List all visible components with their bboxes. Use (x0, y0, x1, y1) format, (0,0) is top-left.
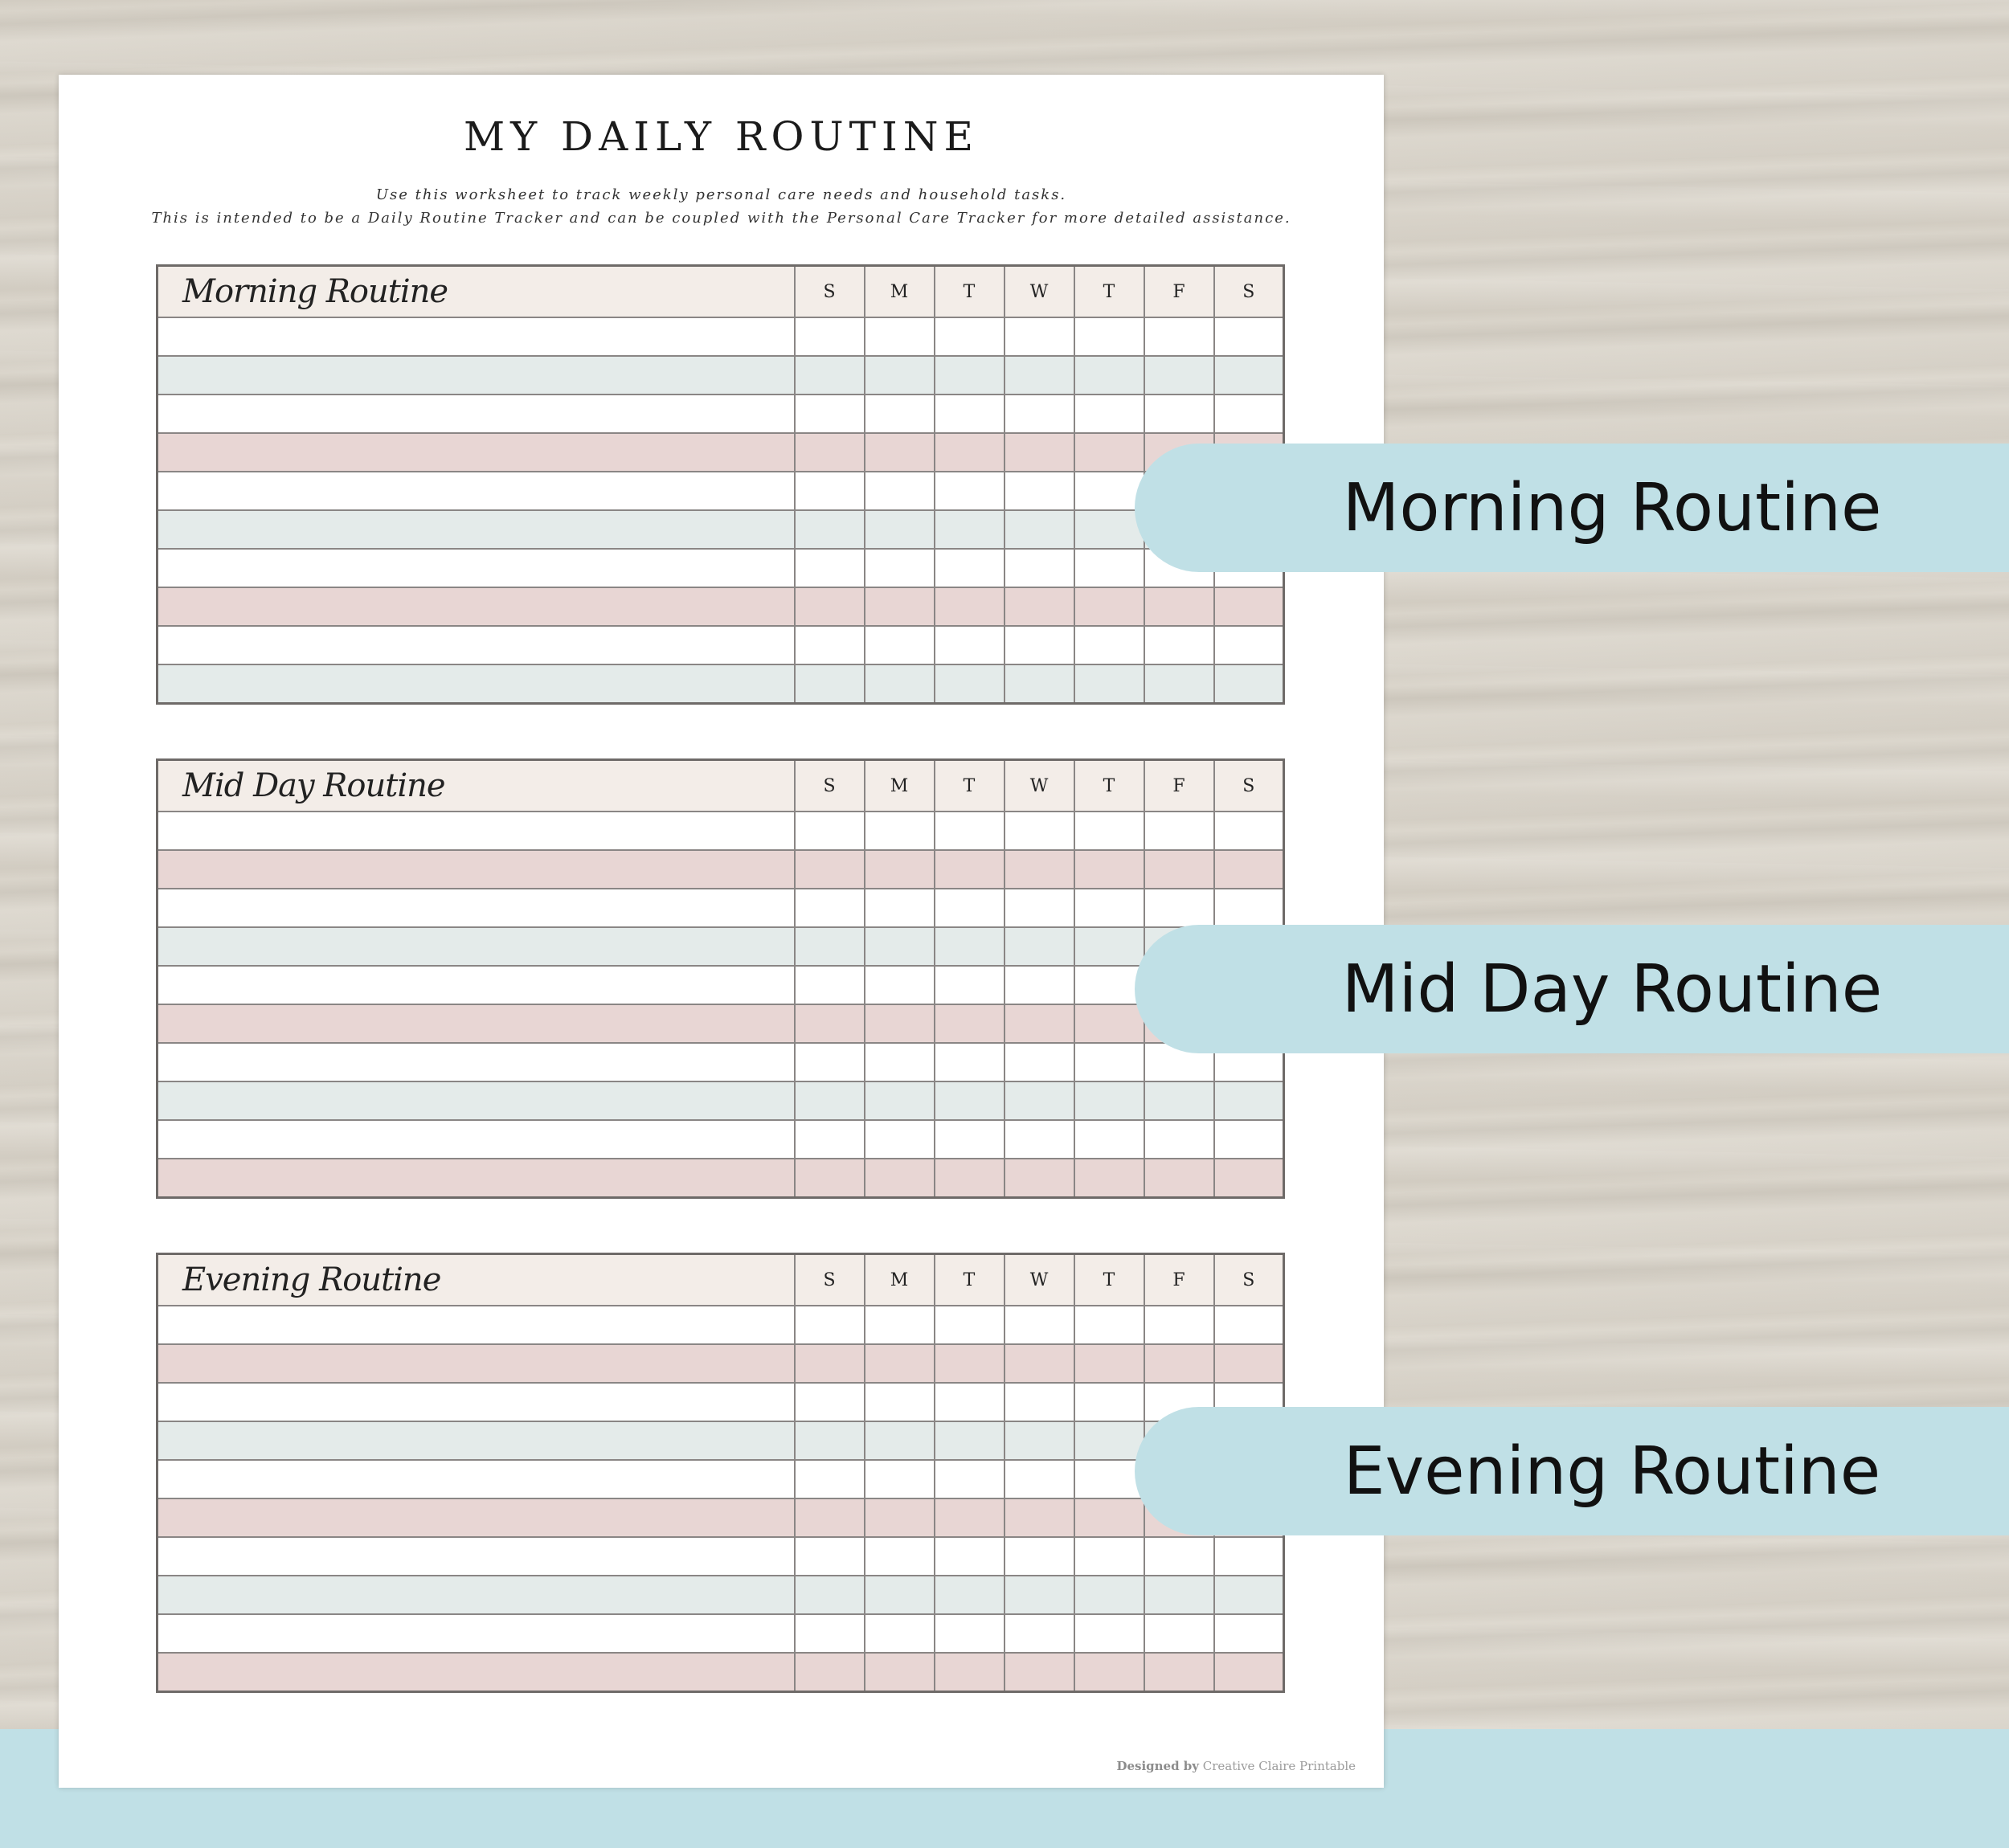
day-checkbox-cell[interactable] (935, 356, 1004, 395)
day-checkbox-cell[interactable] (1214, 1576, 1284, 1614)
table-row (158, 927, 1284, 966)
day-checkbox-cell[interactable] (865, 317, 935, 356)
day-checkbox-cell[interactable] (935, 1460, 1004, 1498)
day-checkbox-cell[interactable] (795, 1043, 865, 1081)
day-checkbox-cell[interactable] (1074, 1498, 1144, 1537)
task-cell[interactable] (158, 966, 795, 1004)
day-checkbox-cell[interactable] (1074, 1383, 1144, 1421)
task-cell[interactable] (158, 664, 795, 704)
day-checkbox-cell[interactable] (1074, 1576, 1144, 1614)
morning-routine-table (156, 264, 1285, 705)
day-checkbox-cell[interactable] (1074, 1614, 1144, 1653)
day-checkbox-cell[interactable] (1074, 1344, 1144, 1383)
task-cell[interactable] (158, 587, 795, 626)
task-cell[interactable] (158, 1383, 795, 1421)
day-checkbox-cell[interactable] (1004, 850, 1074, 889)
day-checkbox-cell[interactable] (1074, 966, 1144, 1004)
day-checkbox-cell[interactable] (935, 812, 1004, 850)
task-cell[interactable] (158, 433, 795, 472)
day-header: M (865, 760, 935, 812)
tab-evening-label: Evening Routine (1343, 1433, 1881, 1510)
day-header: T (935, 266, 1004, 318)
table-row (158, 889, 1284, 927)
table-row (158, 664, 1284, 704)
day-checkbox-cell[interactable] (1214, 812, 1284, 850)
day-checkbox-cell[interactable] (795, 510, 865, 549)
table-row (158, 812, 1284, 850)
day-checkbox-cell[interactable] (935, 1576, 1004, 1614)
day-checkbox-cell[interactable] (1004, 1614, 1074, 1653)
task-cell[interactable] (158, 510, 795, 549)
day-header: F (1144, 266, 1214, 318)
day-checkbox-cell[interactable] (1144, 317, 1214, 356)
day-checkbox-cell[interactable] (1004, 1383, 1074, 1421)
day-header: T (1074, 266, 1144, 318)
day-checkbox-cell[interactable] (865, 433, 935, 472)
table-row (158, 1081, 1284, 1120)
day-checkbox-cell[interactable] (865, 1043, 935, 1081)
day-checkbox-cell[interactable] (1144, 1576, 1214, 1614)
task-cell[interactable] (158, 1653, 795, 1692)
day-checkbox-cell[interactable] (935, 1344, 1004, 1383)
task-cell[interactable] (158, 356, 795, 395)
day-checkbox-cell[interactable] (865, 356, 935, 395)
task-cell[interactable] (158, 1306, 795, 1344)
day-header: M (865, 266, 935, 318)
day-checkbox-cell[interactable] (935, 1498, 1004, 1537)
task-cell[interactable] (158, 549, 795, 587)
table-row (158, 1043, 1284, 1081)
day-checkbox-cell[interactable] (865, 850, 935, 889)
day-checkbox-cell[interactable] (1214, 889, 1284, 927)
day-header: F (1144, 1254, 1214, 1306)
day-checkbox-cell[interactable] (935, 1614, 1004, 1653)
day-checkbox-cell[interactable] (935, 472, 1004, 510)
day-checkbox-cell[interactable] (1004, 664, 1074, 704)
table-row (158, 472, 1284, 510)
day-checkbox-cell[interactable] (1004, 1004, 1074, 1043)
tab-morning-routine (1135, 444, 2009, 572)
day-checkbox-cell[interactable] (795, 549, 865, 587)
day-checkbox-cell[interactable] (935, 510, 1004, 549)
day-checkbox-cell[interactable] (1004, 1306, 1074, 1344)
day-header: S (1214, 266, 1284, 318)
table-row (158, 395, 1284, 433)
day-checkbox-cell[interactable] (1074, 395, 1144, 433)
day-checkbox-cell[interactable] (865, 1460, 935, 1498)
day-checkbox-cell[interactable] (795, 356, 865, 395)
day-checkbox-cell[interactable] (1144, 395, 1214, 433)
day-checkbox-cell[interactable] (795, 587, 865, 626)
task-cell[interactable] (158, 317, 795, 356)
day-checkbox-cell[interactable] (1214, 626, 1284, 664)
day-checkbox-cell[interactable] (1074, 433, 1144, 472)
header-row (158, 760, 1284, 812)
day-checkbox-cell[interactable] (795, 1004, 865, 1043)
day-checkbox-cell[interactable] (865, 1421, 935, 1460)
day-checkbox-cell[interactable] (1074, 1159, 1144, 1198)
day-checkbox-cell[interactable] (1214, 1159, 1284, 1198)
day-checkbox-cell[interactable] (1004, 1498, 1074, 1537)
task-cell[interactable] (158, 1537, 795, 1576)
day-checkbox-cell[interactable] (1144, 850, 1214, 889)
day-checkbox-cell[interactable] (865, 1344, 935, 1383)
day-checkbox-cell[interactable] (1144, 1120, 1214, 1159)
day-checkbox-cell[interactable] (1004, 1081, 1074, 1120)
day-checkbox-cell[interactable] (1004, 472, 1074, 510)
day-checkbox-cell[interactable] (1074, 587, 1144, 626)
table-row (158, 626, 1284, 664)
day-checkbox-cell[interactable] (1144, 587, 1214, 626)
day-header: W (1004, 760, 1074, 812)
task-cell[interactable] (158, 626, 795, 664)
day-checkbox-cell[interactable] (935, 889, 1004, 927)
table-row (158, 1004, 1284, 1043)
day-checkbox-cell[interactable] (1214, 356, 1284, 395)
day-checkbox-cell[interactable] (1214, 1344, 1284, 1383)
day-checkbox-cell[interactable] (795, 1306, 865, 1344)
day-checkbox-cell[interactable] (1004, 356, 1074, 395)
day-checkbox-cell[interactable] (795, 1120, 865, 1159)
day-checkbox-cell[interactable] (795, 927, 865, 966)
table-row (158, 1344, 1284, 1383)
day-checkbox-cell[interactable] (935, 626, 1004, 664)
day-checkbox-cell[interactable] (865, 1383, 935, 1421)
day-checkbox-cell[interactable] (865, 549, 935, 587)
day-checkbox-cell[interactable] (1144, 1344, 1214, 1383)
day-checkbox-cell[interactable] (1004, 1043, 1074, 1081)
table-row (158, 317, 1284, 356)
section-name: Morning Routine (158, 266, 795, 318)
task-cell[interactable] (158, 1344, 795, 1383)
day-checkbox-cell[interactable] (865, 472, 935, 510)
day-checkbox-cell[interactable] (1144, 812, 1214, 850)
day-checkbox-cell[interactable] (1004, 1159, 1074, 1198)
day-header: S (795, 760, 865, 812)
task-cell[interactable] (158, 472, 795, 510)
day-checkbox-cell[interactable] (1214, 587, 1284, 626)
day-checkbox-cell[interactable] (795, 1614, 865, 1653)
table-row (158, 1537, 1284, 1576)
day-checkbox-cell[interactable] (1074, 549, 1144, 587)
day-checkbox-cell[interactable] (795, 1653, 865, 1692)
day-checkbox-cell[interactable] (1144, 889, 1214, 927)
table-row (158, 1421, 1284, 1460)
designer-credit (1116, 1759, 1356, 1773)
day-checkbox-cell[interactable] (1074, 1306, 1144, 1344)
table-row (158, 433, 1284, 472)
day-checkbox-cell[interactable] (935, 587, 1004, 626)
day-checkbox-cell[interactable] (795, 664, 865, 704)
day-checkbox-cell[interactable] (865, 1081, 935, 1120)
day-checkbox-cell[interactable] (1074, 317, 1144, 356)
day-checkbox-cell[interactable] (1214, 1120, 1284, 1159)
evening-routine-table (156, 1253, 1285, 1693)
day-checkbox-cell[interactable] (935, 1120, 1004, 1159)
day-checkbox-cell[interactable] (795, 1460, 865, 1498)
day-header: T (935, 1254, 1004, 1306)
day-checkbox-cell[interactable] (1214, 1306, 1284, 1344)
task-cell[interactable] (158, 1120, 795, 1159)
day-checkbox-cell[interactable] (1004, 1537, 1074, 1576)
day-checkbox-cell[interactable] (1144, 1653, 1214, 1692)
table-row (158, 850, 1284, 889)
day-header: S (1214, 1254, 1284, 1306)
day-checkbox-cell[interactable] (795, 472, 865, 510)
page-title: MY DAILY ROUTINE (463, 113, 980, 160)
day-checkbox-cell[interactable] (1214, 395, 1284, 433)
day-header: W (1004, 266, 1074, 318)
day-checkbox-cell[interactable] (935, 433, 1004, 472)
day-checkbox-cell[interactable] (1074, 1653, 1144, 1692)
day-header: S (795, 266, 865, 318)
day-checkbox-cell[interactable] (1074, 356, 1144, 395)
intro-line-2: This is intended to be a Daily Routine Tracker and can be coupled with the Personal Care Tracker for more detailed assistance. (151, 210, 1291, 227)
day-header: S (1214, 760, 1284, 812)
day-checkbox-cell[interactable] (935, 1537, 1004, 1576)
day-checkbox-cell[interactable] (865, 1614, 935, 1653)
day-checkbox-cell[interactable] (795, 1498, 865, 1537)
tab-midday-label: Mid Day Routine (1341, 951, 1883, 1028)
header-row (158, 1254, 1284, 1306)
day-checkbox-cell[interactable] (865, 587, 935, 626)
header-row (158, 266, 1284, 318)
task-cell[interactable] (158, 1460, 795, 1498)
day-checkbox-cell[interactable] (795, 1537, 865, 1576)
day-checkbox-cell[interactable] (1074, 1537, 1144, 1576)
day-checkbox-cell[interactable] (865, 664, 935, 704)
day-checkbox-cell[interactable] (865, 1653, 935, 1692)
day-checkbox-cell[interactable] (1004, 889, 1074, 927)
day-checkbox-cell[interactable] (935, 317, 1004, 356)
day-header: T (1074, 1254, 1144, 1306)
credit-name: Creative Claire Printable (1202, 1759, 1356, 1773)
task-cell[interactable] (158, 927, 795, 966)
day-checkbox-cell[interactable] (1074, 812, 1144, 850)
table-row (158, 587, 1284, 626)
day-checkbox-cell[interactable] (935, 1653, 1004, 1692)
day-checkbox-cell[interactable] (935, 1306, 1004, 1344)
day-checkbox-cell[interactable] (865, 1159, 935, 1198)
day-checkbox-cell[interactable] (1074, 1421, 1144, 1460)
day-checkbox-cell[interactable] (1214, 317, 1284, 356)
table-row (158, 1653, 1284, 1692)
day-header: F (1144, 760, 1214, 812)
day-checkbox-cell[interactable] (795, 1576, 865, 1614)
day-checkbox-cell[interactable] (865, 1576, 935, 1614)
day-checkbox-cell[interactable] (1214, 1653, 1284, 1692)
task-cell[interactable] (158, 395, 795, 433)
day-checkbox-cell[interactable] (1004, 587, 1074, 626)
day-header: T (935, 760, 1004, 812)
day-checkbox-cell[interactable] (865, 1537, 935, 1576)
day-checkbox-cell[interactable] (865, 927, 935, 966)
day-checkbox-cell[interactable] (935, 1043, 1004, 1081)
day-checkbox-cell[interactable] (1004, 1344, 1074, 1383)
table-row (158, 1614, 1284, 1653)
task-cell[interactable] (158, 1004, 795, 1043)
day-checkbox-cell[interactable] (1074, 850, 1144, 889)
day-checkbox-cell[interactable] (1144, 356, 1214, 395)
table-row (158, 1383, 1284, 1421)
table-row (158, 549, 1284, 587)
day-checkbox-cell[interactable] (1074, 510, 1144, 549)
day-header: M (865, 1254, 935, 1306)
table-row (158, 1576, 1284, 1614)
day-checkbox-cell[interactable] (1214, 1614, 1284, 1653)
day-checkbox-cell[interactable] (1004, 1460, 1074, 1498)
day-checkbox-cell[interactable] (1004, 1653, 1074, 1692)
table-row (158, 356, 1284, 395)
day-checkbox-cell[interactable] (935, 395, 1004, 433)
day-checkbox-cell[interactable] (1004, 549, 1074, 587)
day-checkbox-cell[interactable] (865, 889, 935, 927)
day-checkbox-cell[interactable] (865, 966, 935, 1004)
day-checkbox-cell[interactable] (935, 1159, 1004, 1198)
table-row (158, 510, 1284, 549)
day-checkbox-cell[interactable] (1074, 664, 1144, 704)
day-checkbox-cell[interactable] (865, 812, 935, 850)
task-cell[interactable] (158, 1421, 795, 1460)
day-checkbox-cell[interactable] (935, 966, 1004, 1004)
day-checkbox-cell[interactable] (1144, 1081, 1214, 1120)
section-name: Evening Routine (158, 1254, 795, 1306)
day-checkbox-cell[interactable] (795, 433, 865, 472)
task-cell[interactable] (158, 1159, 795, 1198)
day-checkbox-cell[interactable] (795, 1159, 865, 1198)
day-checkbox-cell[interactable] (1074, 472, 1144, 510)
day-checkbox-cell[interactable] (1144, 1537, 1214, 1576)
day-checkbox-cell[interactable] (1074, 1043, 1144, 1081)
table-row (158, 1498, 1284, 1537)
day-checkbox-cell[interactable] (865, 1498, 935, 1537)
day-checkbox-cell[interactable] (1214, 850, 1284, 889)
day-checkbox-cell[interactable] (865, 510, 935, 549)
day-checkbox-cell[interactable] (795, 317, 865, 356)
day-checkbox-cell[interactable] (1074, 927, 1144, 966)
day-checkbox-cell[interactable] (1004, 626, 1074, 664)
day-checkbox-cell[interactable] (935, 1081, 1004, 1120)
day-checkbox-cell[interactable] (935, 1004, 1004, 1043)
credit-prefix: Designed by (1116, 1759, 1199, 1773)
day-checkbox-cell[interactable] (1004, 1576, 1074, 1614)
intro-text (59, 183, 1384, 230)
day-checkbox-cell[interactable] (1144, 1306, 1214, 1344)
task-cell[interactable] (158, 812, 795, 850)
task-cell[interactable] (158, 1043, 795, 1081)
day-checkbox-cell[interactable] (1074, 1081, 1144, 1120)
day-checkbox-cell[interactable] (935, 549, 1004, 587)
day-checkbox-cell[interactable] (1004, 1120, 1074, 1159)
day-checkbox-cell[interactable] (1074, 889, 1144, 927)
tab-evening-routine (1135, 1407, 2009, 1535)
day-checkbox-cell[interactable] (795, 1383, 865, 1421)
day-checkbox-cell[interactable] (1074, 1460, 1144, 1498)
day-checkbox-cell[interactable] (1144, 626, 1214, 664)
day-checkbox-cell[interactable] (865, 1004, 935, 1043)
day-checkbox-cell[interactable] (1074, 626, 1144, 664)
day-checkbox-cell[interactable] (795, 1421, 865, 1460)
day-checkbox-cell[interactable] (1214, 664, 1284, 704)
task-cell[interactable] (158, 1576, 795, 1614)
task-cell[interactable] (158, 850, 795, 889)
day-checkbox-cell[interactable] (865, 626, 935, 664)
day-checkbox-cell[interactable] (795, 1344, 865, 1383)
day-checkbox-cell[interactable] (1074, 1004, 1144, 1043)
day-header: W (1004, 1254, 1074, 1306)
day-checkbox-cell[interactable] (795, 395, 865, 433)
day-checkbox-cell[interactable] (795, 626, 865, 664)
day-checkbox-cell[interactable] (1004, 927, 1074, 966)
day-checkbox-cell[interactable] (1004, 966, 1074, 1004)
day-checkbox-cell[interactable] (1004, 317, 1074, 356)
day-checkbox-cell[interactable] (865, 395, 935, 433)
day-checkbox-cell[interactable] (1214, 1537, 1284, 1576)
intro-line-1: Use this worksheet to track weekly personal care needs and household tasks. (375, 186, 1067, 203)
day-checkbox-cell[interactable] (935, 1421, 1004, 1460)
day-checkbox-cell[interactable] (1214, 1081, 1284, 1120)
day-checkbox-cell[interactable] (1004, 812, 1074, 850)
day-checkbox-cell[interactable] (795, 812, 865, 850)
tab-midday-routine (1135, 925, 2009, 1053)
day-checkbox-cell[interactable] (1144, 664, 1214, 704)
day-checkbox-cell[interactable] (795, 850, 865, 889)
task-cell[interactable] (158, 1614, 795, 1653)
table-row (158, 1120, 1284, 1159)
day-checkbox-cell[interactable] (935, 1383, 1004, 1421)
day-checkbox-cell[interactable] (865, 1306, 935, 1344)
day-checkbox-cell[interactable] (935, 927, 1004, 966)
day-header: T (1074, 760, 1144, 812)
day-checkbox-cell[interactable] (1144, 1159, 1214, 1198)
day-checkbox-cell[interactable] (1074, 1120, 1144, 1159)
day-checkbox-cell[interactable] (1004, 1421, 1074, 1460)
task-cell[interactable] (158, 1081, 795, 1120)
day-checkbox-cell[interactable] (1004, 510, 1074, 549)
section-name: Mid Day Routine (158, 760, 795, 812)
task-cell[interactable] (158, 889, 795, 927)
day-checkbox-cell[interactable] (1144, 1614, 1214, 1653)
day-checkbox-cell[interactable] (935, 664, 1004, 704)
table-row (158, 1159, 1284, 1198)
day-checkbox-cell[interactable] (935, 850, 1004, 889)
day-checkbox-cell[interactable] (795, 889, 865, 927)
day-checkbox-cell[interactable] (1004, 433, 1074, 472)
tab-morning-label: Morning Routine (1342, 469, 1882, 546)
midday-routine-table (156, 758, 1285, 1199)
table-row (158, 966, 1284, 1004)
day-header: S (795, 1254, 865, 1306)
day-checkbox-cell[interactable] (795, 966, 865, 1004)
task-cell[interactable] (158, 1498, 795, 1537)
day-checkbox-cell[interactable] (795, 1081, 865, 1120)
table-row (158, 1460, 1284, 1498)
day-checkbox-cell[interactable] (865, 1120, 935, 1159)
day-checkbox-cell[interactable] (1004, 395, 1074, 433)
table-row (158, 1306, 1284, 1344)
